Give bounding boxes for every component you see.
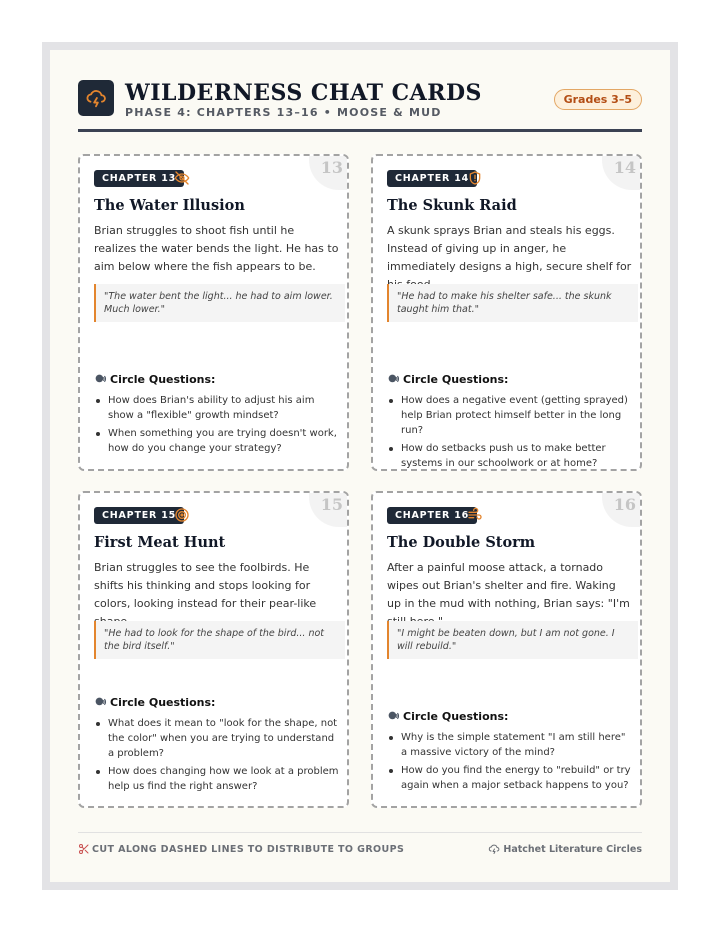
grade-badge: Grades 3–5: [554, 89, 642, 110]
chapter-label: CHAPTER 13: [94, 170, 184, 187]
question-item: When something you are trying doesn't work, how do you change your strategy?: [94, 426, 339, 456]
speaking-head-icon: [94, 696, 107, 709]
chapter-label: CHAPTER 15: [94, 507, 184, 524]
speaking-head-icon: [94, 373, 107, 386]
brand-text: Hatchet Literature Circles: [503, 843, 642, 855]
eye-slash-icon: [174, 170, 190, 186]
brand-footer: [488, 843, 642, 855]
header-divider: [78, 129, 642, 132]
card-quote: "He had to make his shelter safe... the skunk taught him that.": [387, 284, 638, 322]
question-item: How do you find the energy to "rebuild" or try again when a major setback happens to you?: [387, 763, 632, 793]
storm-cloud-icon: [78, 80, 114, 116]
worksheet: [50, 50, 670, 882]
questions-heading: [94, 373, 215, 386]
footer-divider: [78, 832, 642, 833]
scissors-icon: [78, 843, 90, 855]
question-list: [387, 730, 632, 796]
page-title: WILDERNESS CHAT CARDS: [125, 80, 482, 106]
chapter-label: CHAPTER 14: [387, 170, 477, 187]
questions-heading-text: Circle Questions:: [403, 373, 509, 386]
card-title: The Double Storm: [387, 534, 536, 551]
card-summary: A skunk sprays Brian and steals his eggs. Instead of giving up in anger, he immediately designs a high, secure shelf for: [387, 224, 632, 273]
question-list: [94, 716, 339, 797]
card-summary: Brian struggles to shoot fish until he realizes the water bends the light. He has to aim below where the fish appears to be.: [94, 224, 339, 273]
questions-heading-text: Circle Questions:: [403, 710, 509, 723]
question-item: How do setbacks push us to make better systems in our schoolwork or at home?: [387, 441, 632, 471]
questions-heading-text: Circle Questions:: [110, 696, 216, 709]
header: [78, 80, 642, 134]
page-frame: [42, 42, 678, 890]
card-title: The Skunk Raid: [387, 197, 517, 214]
storm-cloud-icon: [488, 843, 500, 855]
chapter-label: CHAPTER 16: [387, 507, 477, 524]
card-quote: "He had to look for the shape of the bird... not the bird itself.": [94, 621, 345, 659]
question-item: How does Brian's ability to adjust his aim show a "flexible" growth mindset?: [94, 393, 339, 423]
shield-alert-icon: [467, 170, 483, 186]
card-title: First Meat Hunt: [94, 534, 226, 551]
questions-heading: [387, 373, 508, 386]
chat-card-16: [371, 491, 642, 808]
question-item: What does it mean to "look for the shape, not the color" when you are trying to understand a problem?: [94, 716, 339, 761]
chat-card-14: [371, 154, 642, 471]
questions-heading: [387, 710, 508, 723]
card-number: 16: [613, 495, 636, 514]
question-item: How does changing how we look at a problem help us find the right answer?: [94, 764, 339, 794]
page-subtitle: PHASE 4: CHAPTERS 13–16 • MOOSE & MUD: [125, 106, 442, 119]
card-summary: After a painful moose attack, a tornado wipes out Brian's shelter and fire. Waking up in the mud with nothing, Brian says: "I'm: [387, 561, 630, 610]
card-number: 13: [320, 158, 343, 177]
card-quote: "I might be beaten down, but I am not gone. I will rebuild.": [387, 621, 638, 659]
cut-instructions-text: CUT ALONG DASHED LINES TO DISTRIBUTE TO GROUPS: [92, 843, 405, 855]
card-title: The Water Illusion: [94, 197, 245, 214]
questions-heading: [94, 696, 215, 709]
speaking-head-icon: [387, 373, 400, 386]
question-list: [387, 393, 632, 474]
target-icon: [174, 507, 190, 523]
speaking-head-icon: [387, 710, 400, 723]
card-quote: "The water bent the light... he had to aim lower. Much lower.": [94, 284, 345, 322]
chat-card-13: [78, 154, 349, 471]
card-number: 15: [320, 495, 343, 514]
question-list: [94, 393, 339, 459]
chat-card-15: [78, 491, 349, 808]
question-item: How does a negative event (getting sprayed) help Brian protect himself better in the long run?: [387, 393, 632, 438]
card-summary: Brian struggles to see the foolbirds. He shifts his thinking and stops looking for colors, looking instead for their pear-like: [94, 561, 317, 610]
cut-instructions: [78, 843, 404, 855]
question-item: Why is the simple statement "I am still here" a massive victory of the mind?: [387, 730, 632, 760]
wind-icon: [467, 507, 483, 523]
card-number: 14: [613, 158, 636, 177]
questions-heading-text: Circle Questions:: [110, 373, 216, 386]
